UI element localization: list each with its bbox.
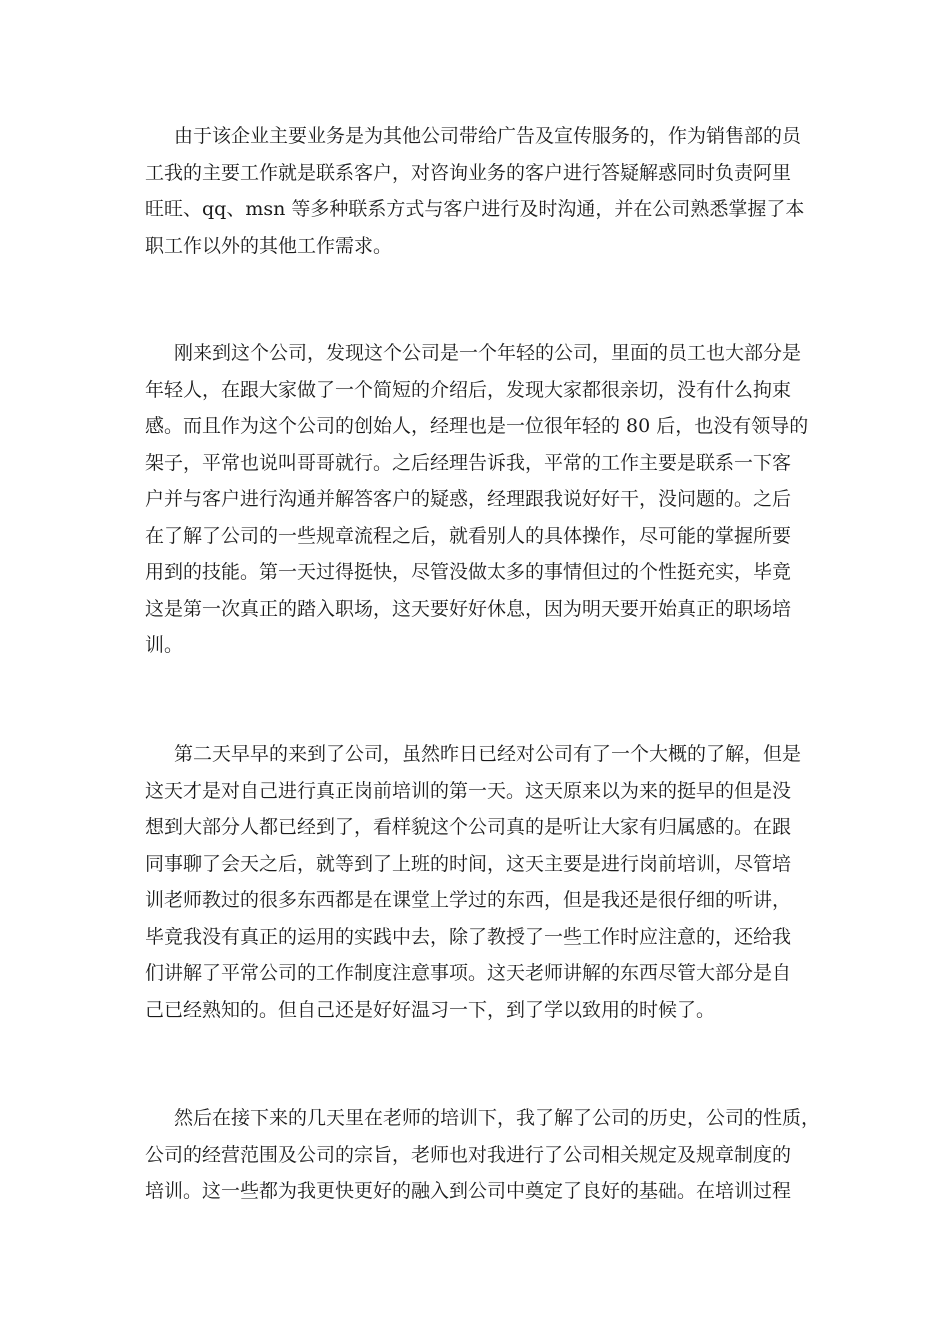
paragraph-line: 同事聊了会天之后，就等到了上班的时间，这天主要是进行岗前培训，尽管培 bbox=[145, 852, 792, 875]
paragraph-line: 培训。这一些都为我更快更好的融入到公司中奠定了良好的基础。在培训过程 bbox=[145, 1180, 792, 1202]
paragraph-line: 年轻人，在跟大家做了一个简短的介绍后，发现大家都很亲切，没有什么拘束 bbox=[145, 378, 792, 401]
paragraph-2 bbox=[145, 335, 817, 664]
paragraph-line: 这是第一次真正的踏入职场，这天要好好休息，因为明天要开始真正的职场培 bbox=[145, 597, 792, 620]
paragraph-line: 毕竟我没有真正的运用的实践中去，除了教授了一些工作时应注意的，还给我 bbox=[145, 925, 792, 948]
paragraph-line: 职工作以外的其他工作需求。 bbox=[145, 234, 393, 257]
paragraph-line: 训。 bbox=[145, 634, 184, 656]
paragraph-line: 感。而且作为这个公司的创始人，经理也是一位很年轻的 80 后，也没有领导的 bbox=[145, 415, 809, 437]
paragraph-line: 由于该企业主要业务是为其他公司带给广告及宣传服务的，作为销售部的员 bbox=[174, 125, 802, 147]
paragraph-line: 公司的经营范围及公司的宗旨，老师也对我进行了公司相关规定及规章制度的 bbox=[145, 1143, 792, 1166]
paragraph-line: 用到的技能。第一天过得挺快，尽管没做太多的事情但过的个性挺充实，毕竟 bbox=[145, 561, 792, 583]
paragraph-4 bbox=[145, 1100, 821, 1210]
paragraph-line: 第二天早早的来到了公司，虽然昨日已经对公司有了一个大概的了解，但是 bbox=[174, 743, 802, 765]
paragraph-line: 己已经熟知的。但自己还是好好温习一下，到了学以致用的时候了。 bbox=[145, 998, 716, 1021]
paragraph-3 bbox=[145, 736, 817, 1028]
paragraph-line: 然后在接下来的几天里在老师的培训下，我了解了公司的历史，公司的性质， bbox=[174, 1107, 821, 1129]
paragraph-line: 刚来到这个公司，发现这个公司是一个年轻的公司，里面的员工也大部分是 bbox=[174, 342, 802, 364]
paragraph-line: 在了解了公司的一些规章流程之后，就看别人的具体操作，尽可能的掌握所要 bbox=[145, 524, 792, 547]
paragraph-line: 这天才是对自己进行真正岗前培训的第一天。这天原来以为来的挺早的但是没 bbox=[145, 779, 792, 802]
paragraph-line: 训老师教过的很多东西都是在课堂上学过的东西，但是我还是很仔细的听讲， bbox=[145, 889, 792, 911]
paragraph-line: 们讲解了平常公司的工作制度注意事项。这天老师讲解的东西尽管大部分是自 bbox=[145, 962, 792, 984]
paragraph-line: 工我的主要工作就是联系客户，对咨询业务的客户进行答疑解惑同时负责阿里 bbox=[145, 161, 792, 184]
paragraph-line: 架子，平常也说叫哥哥就行。之后经理告诉我，平常的工作主要是联系一下客 bbox=[145, 451, 792, 474]
paragraph-1 bbox=[145, 118, 817, 264]
paragraph-line: 想到大部分人都已经到了，看样貌这个公司真的是听让大家有归属感的。在跟 bbox=[145, 816, 792, 838]
paragraph-line: 户并与客户进行沟通并解答客户的疑惑，经理跟我说好好干，没问题的。之后 bbox=[145, 488, 792, 510]
paragraph-line: 旺旺、qq、msn 等多种联系方式与客户进行及时沟通，并在公司熟悉掌握了本 bbox=[145, 198, 805, 220]
